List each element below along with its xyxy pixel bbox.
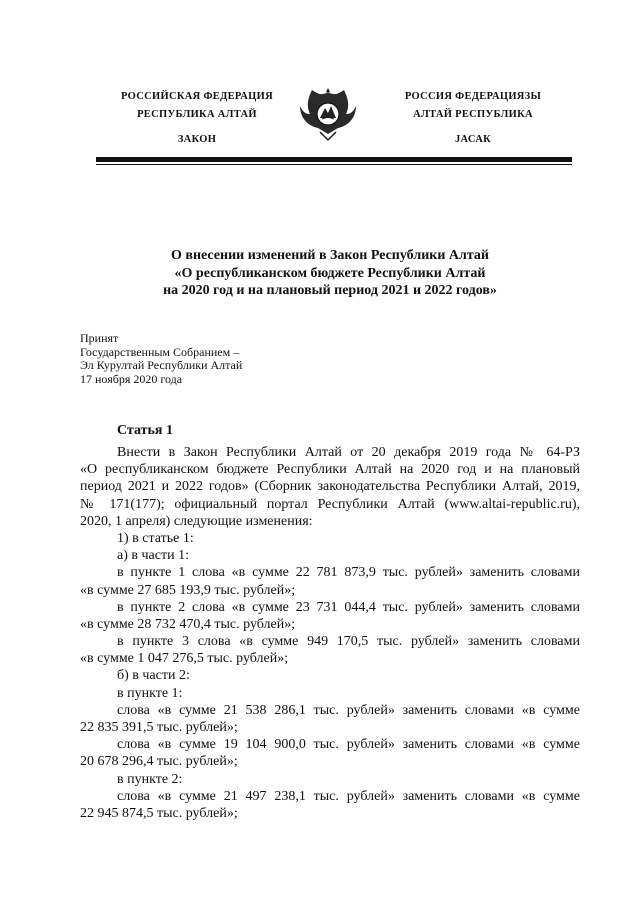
body-line: 22 835 391,5 тыс. рублей»; <box>80 720 238 735</box>
title-line: «О республиканском бюджете Республики Алтай <box>174 265 486 281</box>
body-line: 1) в статье 1: <box>117 530 194 546</box>
body-line: а) в части 1: <box>117 548 189 564</box>
header-left-line3: ЗАКОН <box>177 134 217 145</box>
body-line: в пункте 2 слова «в сумме 23 731 044,4 тыс. рублей» заменить словами <box>117 599 580 615</box>
adoption-note <box>80 332 242 386</box>
body-line: «в сумме 1 047 276,5 тыс. рублей»; <box>80 651 289 667</box>
header-right-line1: РОССИЯ ФЕДЕРАЦИЯЗЫ <box>404 91 542 102</box>
body-line: в пункте 1: <box>117 685 183 701</box>
body-line: Внести в Закон Республики Алтай от 20 декабря 2019 года № 64-РЗ <box>117 445 580 460</box>
body-line: 22 945 874,5 тыс. рублей»; <box>80 805 238 821</box>
adoption-line: Принят <box>80 331 119 345</box>
title-line: на 2020 год и на плановый период 2021 и 2022 годов» <box>163 283 497 298</box>
header-left-line2: РЕСПУБЛИКА АЛТАЙ <box>137 109 257 120</box>
body-line: 2020, 1 апреля) следующие изменения: <box>80 513 313 529</box>
header-divider-thin <box>96 164 572 165</box>
body-line: «в сумме 27 685 193,9 тыс. рублей»; <box>80 582 296 598</box>
header-right-line2: АЛТАЙ РЕСПУБЛИКА <box>413 109 533 120</box>
body-line: слова «в сумме 21 497 238,1 тыс. рублей» заменить словами «в сумме <box>117 788 580 804</box>
law-title <box>80 247 580 300</box>
title-line: О внесении изменений в Закон Республики Алтай <box>171 248 489 263</box>
coat-of-arms-icon <box>298 84 358 142</box>
body-line: в пункте 2: <box>117 771 183 787</box>
body-line: в пункте 1 слова «в сумме 22 781 873,9 тыс. рублей» заменить словами <box>117 565 580 581</box>
header-left-line1: РОССИЙСКАЯ ФЕДЕРАЦИЯ <box>121 91 273 102</box>
body-line: б) в части 2: <box>117 668 190 684</box>
body-line: «О республиканском бюджете Республики Алтай на 2020 год и на плановый <box>80 462 580 478</box>
header-right-line3: JАСАК <box>454 134 492 145</box>
adoption-line: Государственным Собранием – <box>80 344 240 359</box>
body-line: «в сумме 28 732 470,4 тыс. рублей»; <box>80 616 296 632</box>
body-line: слова «в сумме 19 104 900,0 тыс. рублей» заменить словами «в сумме <box>117 737 580 753</box>
body-line: № 171(177); официальный портал Республики Алтай (www.altai-republic.ru), <box>80 496 580 512</box>
header-divider-thick <box>96 157 572 162</box>
body-line: 20 678 296,4 тыс. рублей»; <box>80 754 238 770</box>
body-line: период 2021 и 2022 годов» (Сборник законодательства Республики Алтай, 2019, <box>80 479 580 495</box>
article-body <box>80 444 580 822</box>
adoption-line: Эл Курултай Республики Алтай <box>80 358 243 373</box>
adoption-date: 17 ноября 2020 года <box>80 371 183 386</box>
article-heading: Статья 1 <box>117 423 173 438</box>
body-line: слова «в сумме 21 538 286,1 тыс. рублей» заменить словами «в сумме <box>117 702 580 718</box>
body-line: в пункте 3 слова «в сумме 949 170,5 тыс. рублей» заменить словами <box>117 634 580 650</box>
